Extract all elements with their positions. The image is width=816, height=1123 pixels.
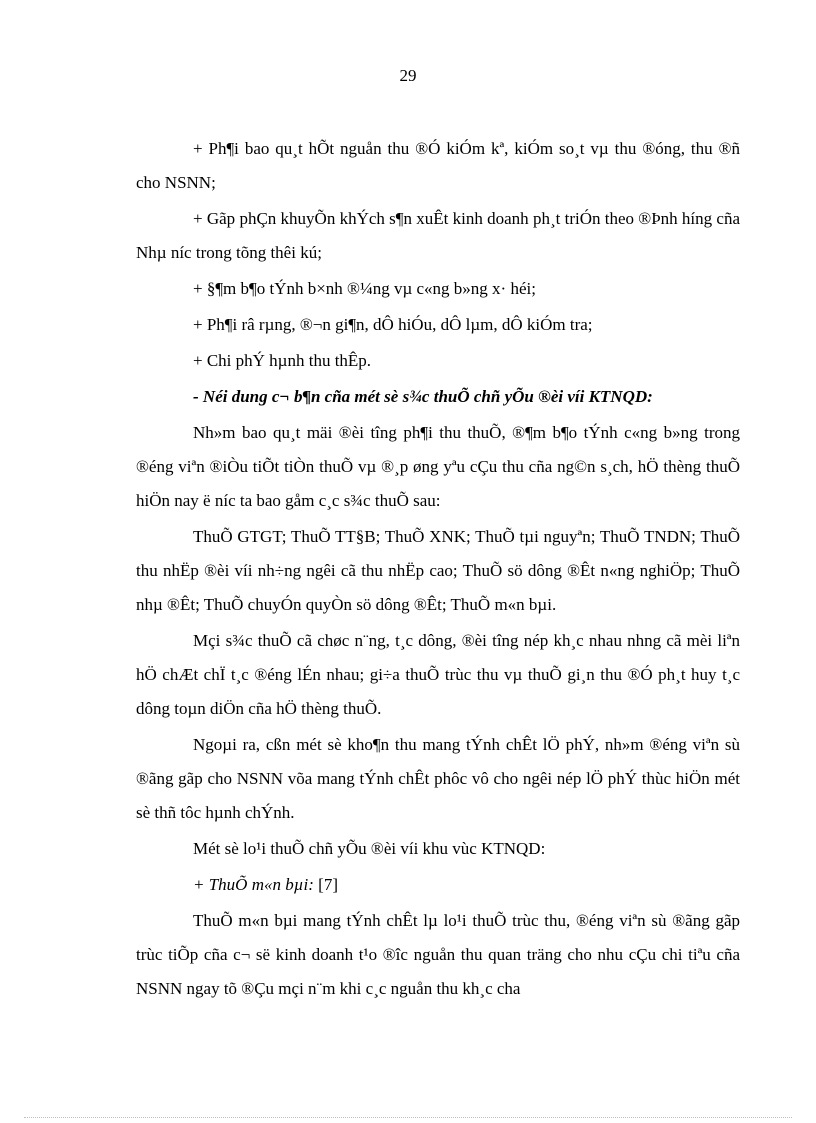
- paragraph-tax-system-intro: Nh»m bao qu¸t mäi ®èi tîng ph¶i thu thuÕ, ®¶m b¶o tÝnh c«ng b»ng trong ®éng viªn ®iÒu tiÕt tiÒn thuÕ vµ ®¸p øng yªu cÇu thu cña ng©n s¸ch, hÖ thèng thuÕ hiÖn nay ë níc ta bao gåm c¸c s¾c thuÕ sau:: [136, 423, 740, 510]
- page-bottom-divider: [24, 1117, 792, 1118]
- citation-reference: [7]: [313, 875, 338, 894]
- paragraph-low-cost: + Chi phÝ hµnh thu thÊp.: [193, 351, 372, 370]
- paragraph-collect-all: + Ph¶i bao qu¸t hÕt nguån thu ®Ó kiÓm kª, kiÓm so¸t vµ thu ®óng, thu ®ñ cho NSNN;: [136, 139, 740, 192]
- paragraph-tax-relations: Mçi s¾c thuÕ cã chøc n¨ng, t¸c dông, ®èi tîng nép kh¸c nhau nhng cã mèi liªn hÖ chÆt chÏ t¸c ®éng lÉn nhau; gi÷a thuÕ trùc thu vµ thuÕ gi¸n thu ®Ó ph¸t huy t¸c dông toµn diÖn cña hÖ thèng thuÕ.: [136, 631, 740, 718]
- paragraph-fees: Ngoµi ra, cßn mét sè kho¶n thu mang tÝnh chÊt lÖ phÝ, nh»m ®éng viªn sù ®ãng gãp cho NSNN võa mang tÝnh chÊt phôc vô cho ngêi nép lÖ phÝ thùc hiÖn mét sè thñ tôc hµnh chÝnh.: [136, 735, 740, 822]
- paragraph-license-tax-body: ThuÕ m«n bµi mang tÝnh chÊt lµ lo¹i thuÕ trùc thu, ®éng viªn sù ®ãng gãp trùc tiÕp cña c¬ së kinh doanh t¹o ®îc nguån thu quan träng cho nhu cÇu chi tiªu cña NSNN ngay tõ ®Çu mçi n¨m khi c¸c nguån thu kh¸c cha: [136, 911, 740, 998]
- license-tax-label: + ThuÕ m«n bµi:: [193, 875, 314, 894]
- section-heading: - Néi dung c¬ b¶n cña mét sè s¾c thuÕ chñ yÕu ®èi víi KTNQD:: [193, 387, 653, 406]
- page-number: 29: [399, 66, 417, 85]
- paragraph-main-taxes: Mét sè lo¹i thuÕ chñ yÕu ®èi víi khu vùc KTNQD:: [193, 839, 546, 858]
- paragraph-tax-list: ThuÕ GTGT; ThuÕ TT§B; ThuÕ XNK; ThuÕ tµi nguyªn; ThuÕ TNDN; ThuÕ thu nhËp ®èi víi nh÷ng ngêi cã thu nhËp cao; ThuÕ sö dông ®Êt n«ng nghiÖp; ThuÕ nhµ ®Êt; ThuÕ chuyÓn quyÒn sö dông ®Êt; ThuÕ m«n bµi.: [136, 527, 740, 614]
- paragraph-fairness: + §¶m b¶o tÝnh b×nh ®¼ng vµ c«ng b»ng x· héi;: [193, 279, 536, 298]
- paragraph-simplicity: + Ph¶i râ rµng, ®¬n gi¶n, dÔ hiÓu, dÔ lµm, dÔ kiÓm tra;: [193, 315, 593, 334]
- document-body: [136, 132, 740, 1006]
- paragraph-encourage-production: + Gãp phÇn khuyÕn khÝch s¶n xuÊt kinh doanh ph¸t triÓn theo ®Þnh híng cña Nhµ níc trong tõng thêi kú;: [136, 209, 740, 262]
- paragraph-license-tax-heading: [136, 868, 740, 902]
